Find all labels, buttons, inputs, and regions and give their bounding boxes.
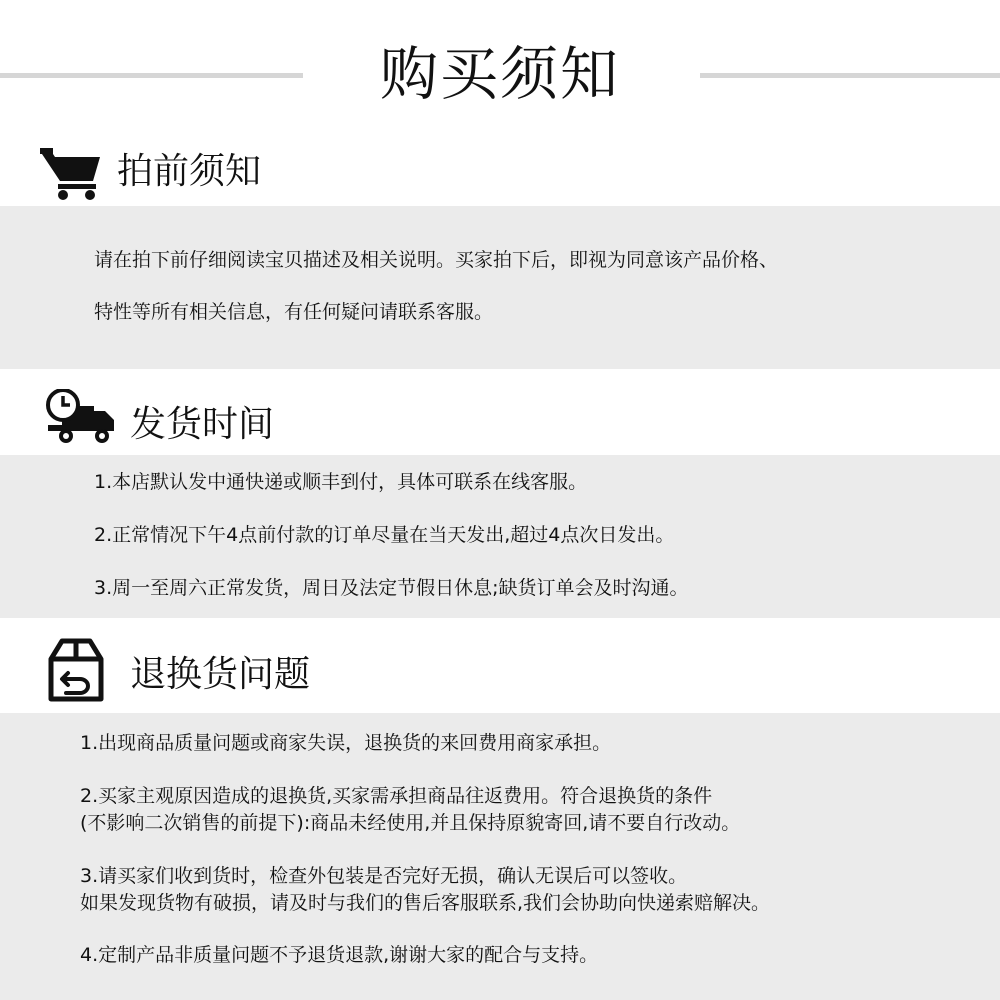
returns-line-2: 2.买家主观原因造成的退换货,买家需承担商品往返费用。符合退换货的条件 — [80, 785, 713, 807]
shipping-line-3: 3.周一至周六正常发货，周日及法定节假日休息;缺货订单会及时沟通。 — [94, 577, 689, 599]
before-purchase-line-2: 特性等所有相关信息，有任何疑问请联系客服。 — [94, 301, 494, 323]
returns-line-6: 4.定制产品非质量问题不予退货退款,谢谢大家的配合与支持。 — [80, 944, 599, 966]
section-band-before-purchase — [0, 206, 1000, 369]
shipping-line-2: 2.正常情况下午4点前付款的订单尽量在当天发出,超过4点次日发出。 — [94, 524, 675, 546]
return-box-icon — [48, 637, 104, 703]
section-title-before-purchase: 拍前须知 — [117, 151, 262, 192]
before-purchase-line-1: 请在拍下前仔细阅读宝贝描述及相关说明。买家拍下后，即视为同意该产品价格、 — [94, 249, 779, 271]
returns-line-4: 3.请买家们收到货时，检查外包装是否完好无损，确认无误后可以签收。 — [80, 865, 688, 887]
section-title-returns: 退换货问题 — [130, 654, 311, 695]
shopping-cart-icon — [38, 145, 104, 201]
page-title: 购买须知 — [379, 40, 620, 108]
returns-line-3: (不影响二次销售的前提下):商品未经使用,并且保持原貌寄回,请不要自行改动。 — [80, 812, 741, 834]
returns-line-5: 如果发现货物有破损，请及时与我们的售后客服联系,我们会协助向快递索赔解决。 — [80, 892, 771, 914]
delivery-truck-clock-icon — [44, 389, 118, 445]
section-title-shipping-time: 发货时间 — [130, 404, 275, 445]
shipping-line-1: 1.本店默认发中通快递或顺丰到付，具体可联系在线客服。 — [94, 471, 588, 493]
returns-line-1: 1.出现商品质量问题或商家失误，退换货的来回费用商家承担。 — [80, 732, 612, 754]
